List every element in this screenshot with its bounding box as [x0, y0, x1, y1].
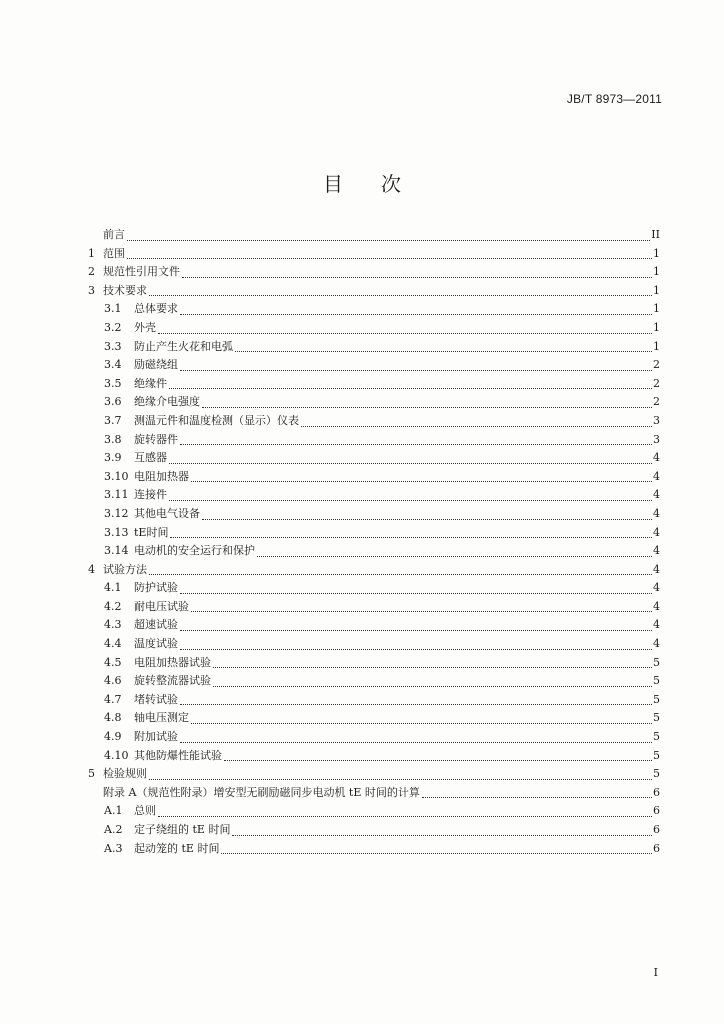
toc-entry-number: 4.3: [104, 618, 122, 632]
toc-list: [88, 226, 660, 858]
dot-leader: [180, 704, 652, 705]
toc-entry-number: 4.5: [104, 655, 122, 669]
dot-leader: [169, 388, 652, 389]
toc-entry[interactable]: [88, 282, 660, 301]
toc-entry[interactable]: [88, 728, 660, 747]
toc-entry-number: 4.4: [104, 637, 122, 651]
toc-entry-number: 3.10: [104, 469, 129, 483]
toc-entry-title: 超速试验: [134, 618, 178, 632]
dot-leader: [149, 295, 652, 296]
toc-entry[interactable]: [88, 635, 660, 654]
toc-entry-title: 堵转试验: [134, 692, 178, 706]
toc-entry[interactable]: [88, 393, 660, 412]
toc-entry[interactable]: [88, 338, 660, 357]
toc-entry[interactable]: [88, 840, 660, 859]
toc-entry-page: 4: [653, 469, 660, 483]
toc-entry-number: 3.1: [104, 302, 122, 316]
toc-entry-page: 6: [653, 785, 660, 799]
toc-entry[interactable]: [88, 375, 660, 394]
dot-leader: [213, 686, 652, 687]
toc-entry[interactable]: [88, 765, 660, 784]
toc-entry-title: 前言: [103, 228, 125, 241]
toc-entry-title: 电阻加热器: [134, 469, 189, 483]
toc-entry-page: 2: [653, 376, 660, 390]
toc-entry[interactable]: [88, 561, 660, 580]
dot-leader: [149, 779, 652, 780]
toc-entry[interactable]: [88, 245, 660, 264]
toc-entry-page: II: [651, 228, 660, 241]
toc-entry[interactable]: [88, 821, 660, 840]
toc-entry-title: 旋转器件: [134, 432, 178, 446]
dot-leader: [182, 277, 652, 278]
toc-entry-page: 6: [653, 804, 660, 818]
dot-leader: [180, 314, 652, 315]
toc-entry-title: 互感器: [134, 451, 167, 465]
toc-entry-number: 3.9: [104, 451, 122, 465]
toc-entry-title: 检验规则: [103, 767, 147, 781]
toc-entry-number: 3.4: [104, 358, 122, 372]
toc-entry[interactable]: [88, 263, 660, 282]
dot-leader: [180, 742, 652, 743]
toc-entry-page: 1: [653, 246, 660, 260]
toc-entry-page: 1: [653, 265, 660, 279]
toc-entry[interactable]: [88, 226, 660, 245]
toc-entry-title: tE时间: [134, 525, 169, 539]
toc-entry-number: 2: [88, 265, 95, 279]
toc-entry-number: 3: [88, 283, 95, 297]
dot-leader: [202, 407, 652, 408]
toc-entry-number: 3.7: [104, 413, 122, 427]
toc-entry[interactable]: [88, 691, 660, 710]
toc-entry-number: 4.7: [104, 692, 122, 706]
toc-entry[interactable]: [88, 616, 660, 635]
toc-entry-number: A.3: [104, 841, 123, 855]
toc-entry[interactable]: [88, 747, 660, 766]
toc-entry-page: 4: [653, 581, 660, 595]
toc-entry-page: 5: [653, 692, 660, 706]
toc-entry-number: 4.8: [104, 711, 122, 725]
toc-entry[interactable]: [88, 579, 660, 598]
toc-entry-page: 4: [653, 506, 660, 520]
toc-entry-title: 总则: [134, 804, 156, 818]
dot-leader: [169, 463, 652, 464]
toc-entry-title: 温度试验: [134, 637, 178, 651]
toc-entry-number: 1: [88, 246, 95, 260]
toc-entry-page: 5: [653, 748, 660, 762]
toc-entry[interactable]: [88, 449, 660, 468]
dot-leader: [221, 853, 652, 854]
toc-entry[interactable]: [88, 356, 660, 375]
toc-entry-title: 防止产生火花和电弧: [134, 339, 233, 353]
dot-leader: [158, 816, 652, 817]
dot-leader: [169, 500, 652, 501]
toc-entry-page: 6: [653, 823, 660, 836]
toc-entry[interactable]: [88, 709, 660, 728]
toc-entry[interactable]: [88, 505, 660, 524]
toc-entry-number: 3.11: [104, 488, 129, 502]
toc-entry-title: 绝缘介电强度: [134, 395, 200, 409]
toc-entry-title: 连接件: [134, 488, 167, 502]
dot-leader: [127, 240, 650, 241]
toc-entry-title: 技术要求: [103, 283, 147, 297]
toc-entry-title: 外壳: [134, 320, 156, 334]
toc-entry-title: 附录 A（规范性附录）增安型无刷励磁同步电动机 tE 时间的计算: [103, 785, 420, 799]
dot-leader: [180, 593, 652, 594]
toc-entry-page: 3: [653, 413, 660, 427]
toc-entry-title: 防护试验: [134, 581, 178, 595]
toc-entry[interactable]: [88, 412, 660, 431]
dot-leader: [191, 723, 652, 724]
toc-entry-number: A.2: [104, 823, 123, 836]
toc-entry-page: 4: [653, 618, 660, 632]
dot-leader: [170, 537, 652, 538]
toc-entry-title: 起动笼的 tE 时间: [134, 841, 220, 855]
dot-leader: [180, 649, 652, 650]
toc-entry-page: 4: [653, 525, 660, 539]
dot-leader: [301, 426, 652, 427]
toc-entry-title: 试验方法: [103, 562, 147, 576]
dot-leader: [180, 444, 652, 445]
dot-leader: [127, 258, 652, 259]
dot-leader: [232, 835, 652, 836]
toc-entry-page: 1: [653, 320, 660, 334]
toc-entry-page: 5: [653, 767, 660, 781]
dot-leader: [149, 574, 652, 575]
toc-entry-page: 5: [653, 655, 660, 669]
toc-entry[interactable]: [88, 542, 660, 561]
toc-entry[interactable]: [88, 524, 660, 543]
toc-entry[interactable]: [88, 300, 660, 319]
toc-entry-title: 其他电气设备: [134, 506, 200, 520]
toc-entry-number: 4: [88, 562, 95, 576]
toc-entry-page: 1: [653, 302, 660, 316]
toc-entry-number: 3.8: [104, 432, 122, 446]
toc-entry-page: 6: [653, 841, 660, 855]
dot-leader: [257, 556, 652, 557]
toc-entry-title: 电动机的安全运行和保护: [134, 544, 255, 558]
toc-entry-title: 耐电压试验: [134, 599, 189, 613]
standard-code: JB/T 8973—2011: [566, 92, 662, 106]
toc-entry-page: 3: [653, 432, 660, 446]
toc-entry-page: 5: [653, 730, 660, 744]
toc-entry-page: 4: [653, 544, 660, 558]
toc-entry-page: 2: [653, 395, 660, 409]
toc-entry-title: 绝缘件: [134, 376, 167, 390]
toc-entry-page: 4: [653, 637, 660, 651]
toc-entry-title: 规范性引用文件: [103, 265, 180, 279]
toc-entry-number: 3.14: [104, 544, 129, 558]
toc-entry-number: 4.2: [104, 599, 122, 613]
dot-leader: [191, 481, 652, 482]
dot-leader: [202, 519, 652, 520]
page-number: I: [653, 966, 658, 979]
dot-leader: [180, 370, 652, 371]
dot-leader: [235, 351, 652, 352]
toc-entry-number: A.1: [104, 804, 123, 818]
dot-leader: [191, 611, 652, 612]
toc-entry[interactable]: [88, 654, 660, 673]
toc-entry-number: 3.3: [104, 339, 122, 353]
toc-entry-title: 附加试验: [134, 730, 178, 744]
toc-entry[interactable]: [88, 598, 660, 617]
toc-title: 目次: [323, 172, 439, 196]
dot-leader: [422, 797, 652, 798]
toc-entry-title: 测温元件和温度检测（显示）仪表: [134, 413, 299, 427]
toc-entry-number: 3.13: [104, 525, 129, 539]
toc-entry-page: 4: [653, 451, 660, 465]
toc-entry-title: 定子绕组的 tE 时间: [134, 823, 231, 836]
dot-leader: [224, 760, 652, 761]
dot-leader: [158, 333, 652, 334]
toc-entry-number: 3.2: [104, 320, 122, 334]
toc-entry[interactable]: [88, 486, 660, 505]
toc-entry-title: 总体要求: [134, 302, 178, 316]
toc-entry-page: 5: [653, 711, 660, 725]
toc-entry-title: 电阻加热器试验: [134, 655, 211, 669]
toc-entry-number: 3.5: [104, 376, 122, 390]
toc-entry-number: 4.9: [104, 730, 122, 744]
toc-entry-number: 5: [88, 767, 95, 781]
toc-entry-title: 励磁绕组: [134, 358, 178, 372]
toc-entry-page: 1: [653, 339, 660, 353]
dot-leader: [213, 667, 652, 668]
toc-entry-title: 范围: [103, 246, 125, 260]
toc-entry-page: 4: [653, 599, 660, 613]
toc-entry-page: 1: [653, 283, 660, 297]
dot-leader: [180, 630, 652, 631]
toc-entry-number: 4.1: [104, 581, 122, 595]
toc-entry-title: 其他防爆性能试验: [134, 748, 222, 762]
toc-entry[interactable]: [88, 431, 660, 450]
toc-entry-page: 2: [653, 358, 660, 372]
toc-entry-number: 4.10: [104, 748, 129, 762]
toc-entry-title: 旋转整流器试验: [134, 674, 211, 688]
toc-entry[interactable]: [88, 784, 660, 803]
toc-entry-number: 3.6: [104, 395, 122, 409]
toc-entry-page: 5: [653, 674, 660, 688]
toc-entry[interactable]: [88, 672, 660, 691]
toc-entry-title: 轴电压测定: [134, 711, 189, 725]
toc-entry-number: 4.6: [104, 674, 122, 688]
toc-entry-number: 3.12: [104, 506, 129, 520]
toc-entry[interactable]: [88, 468, 660, 487]
toc-entry-page: 4: [653, 562, 660, 576]
toc-entry[interactable]: [88, 319, 660, 338]
toc-entry-page: 4: [653, 488, 660, 502]
toc-entry[interactable]: [88, 802, 660, 821]
